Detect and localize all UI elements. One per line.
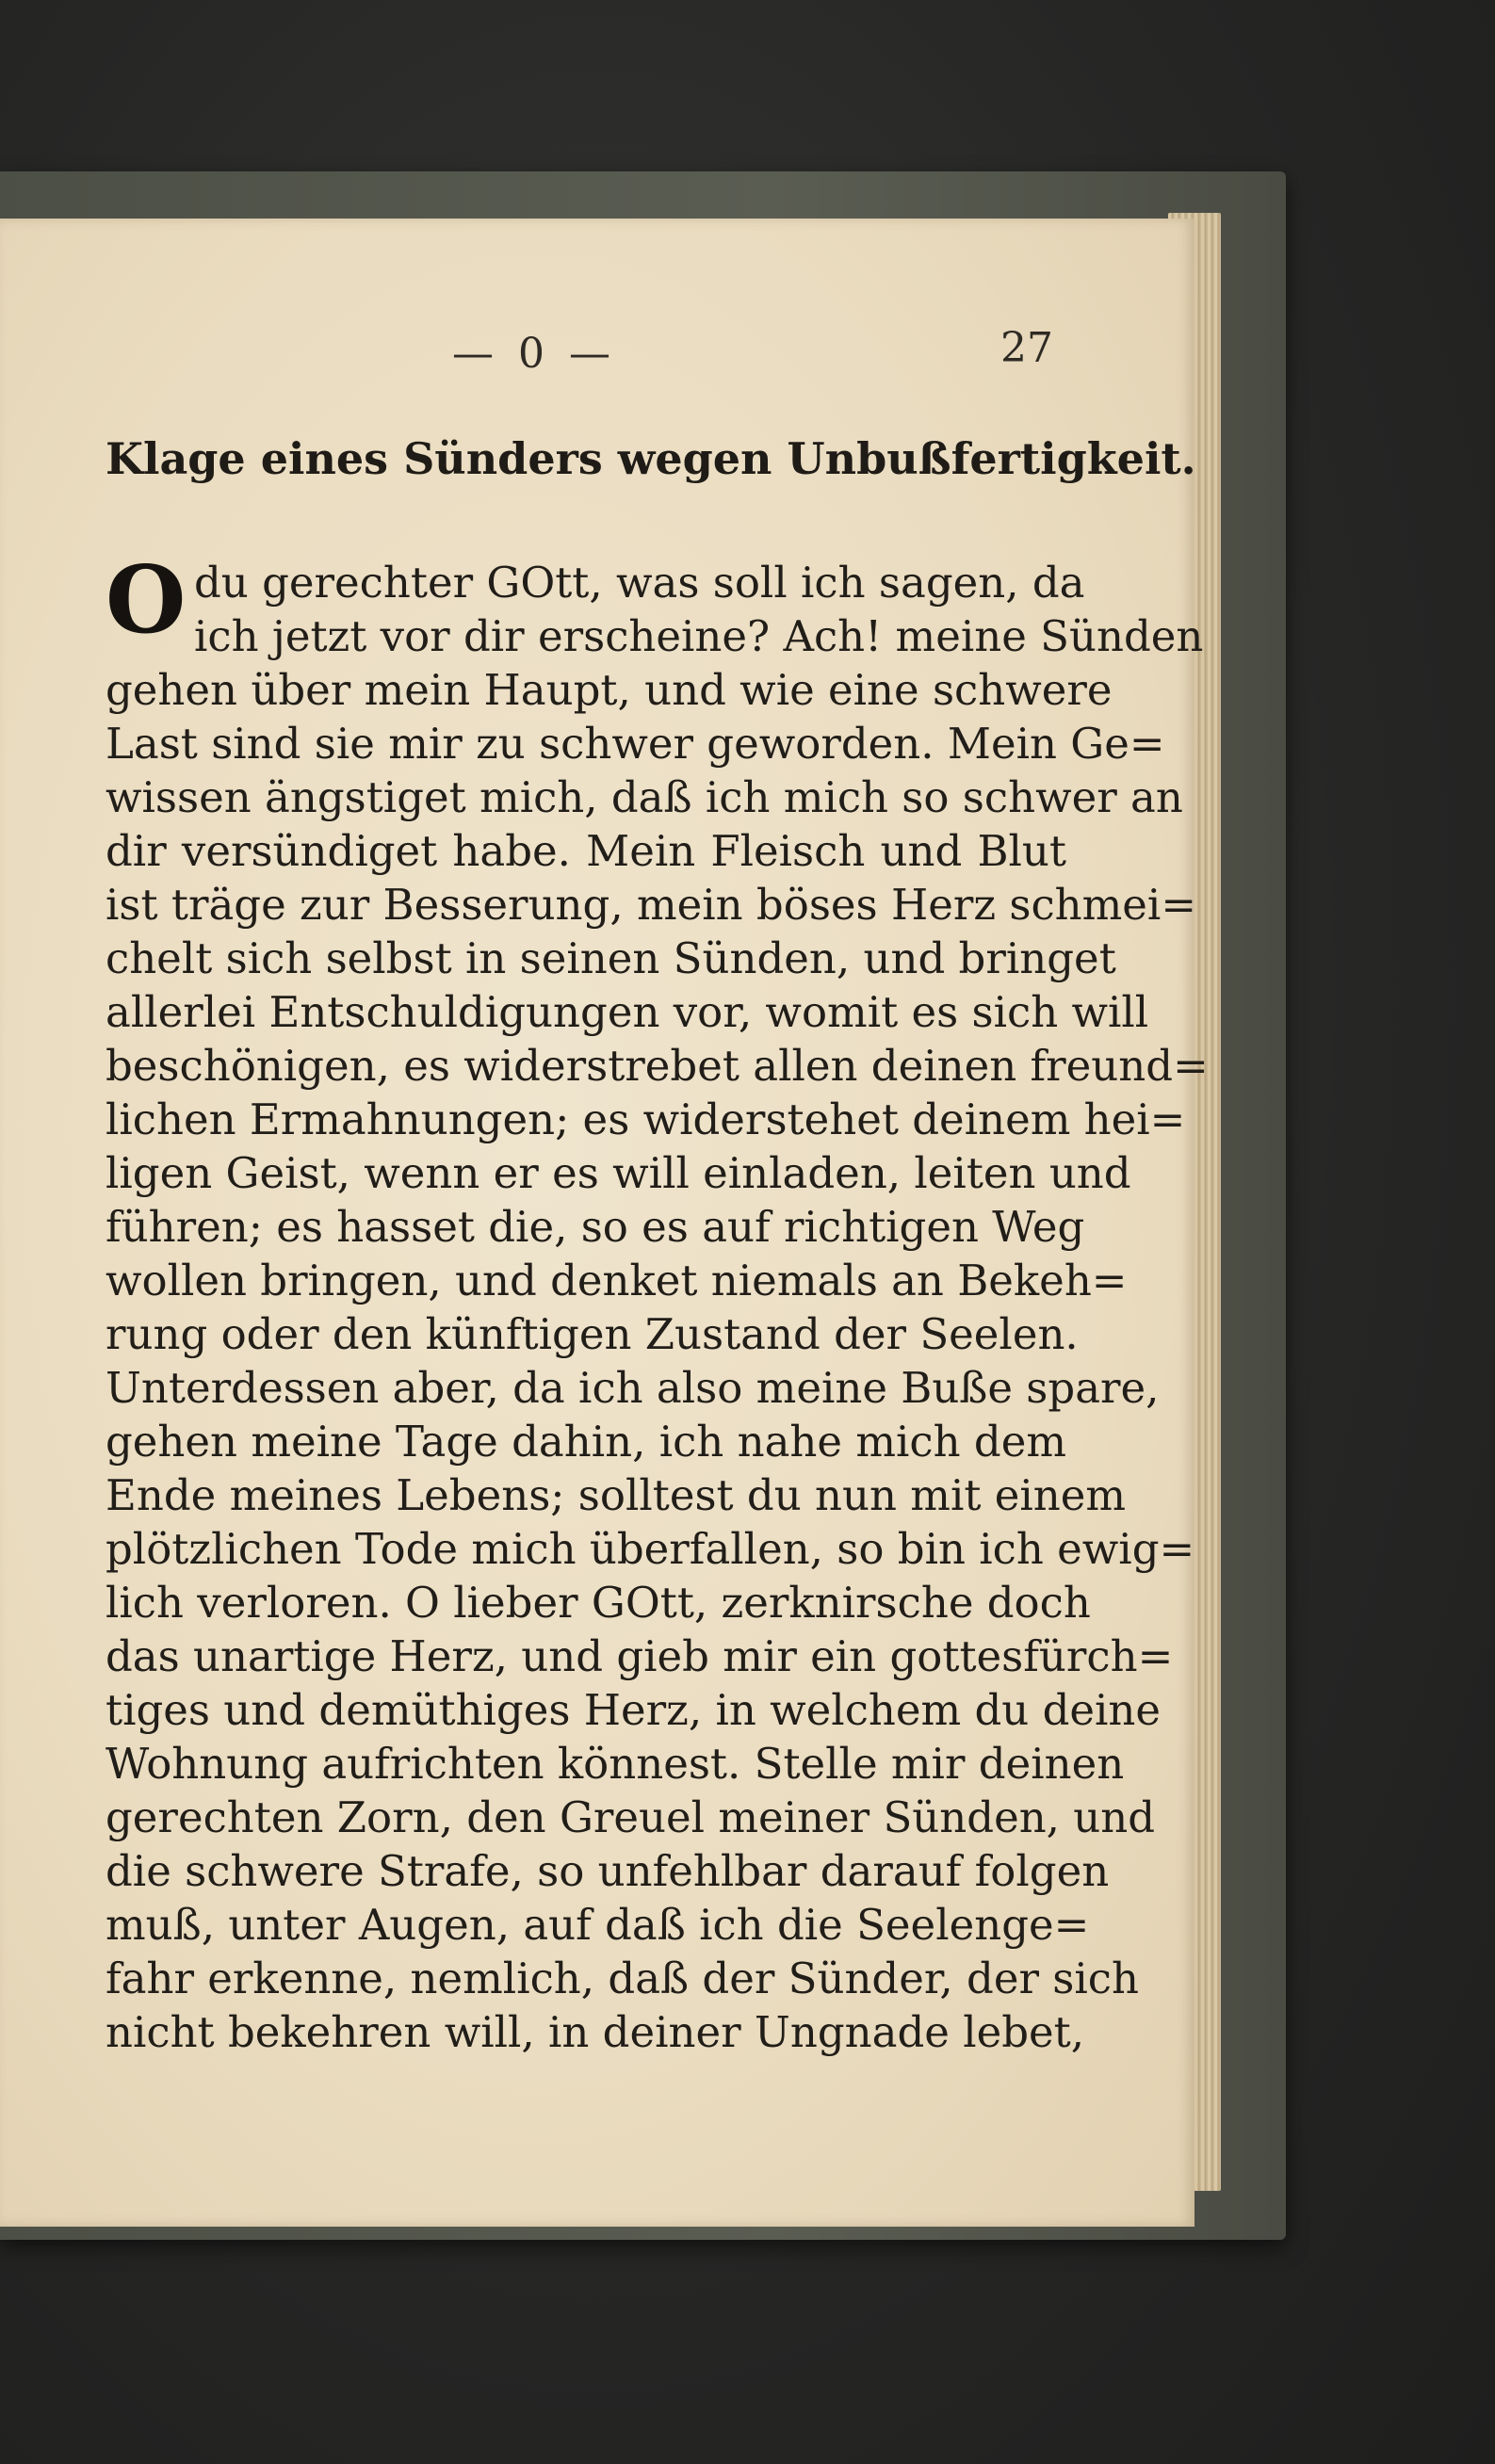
text-line: lichen Ermahnungen; es widerstehet deinem hei= xyxy=(106,1094,1186,1144)
text-line: Last sind sie mir zu schwer geworden. Mein Ge= xyxy=(106,719,1165,769)
text-line: das unartige Herz, und gieb mir ein gottesfürch= xyxy=(106,1631,1174,1681)
running-head: — 0 — xyxy=(452,330,616,378)
text-line: wissen ängstiget mich, daß ich mich so schwer an xyxy=(106,772,1183,822)
text-line: gehen über mein Haupt, und wie eine schwere xyxy=(106,665,1113,715)
text-line: rung oder den künftigen Zustand der Seelen. xyxy=(106,1309,1079,1359)
text-line: muß, unter Augen, auf daß ich die Seelenge= xyxy=(106,1900,1090,1950)
text-line: ligen Geist, wenn er es will einladen, leiten und xyxy=(106,1148,1131,1198)
text-line: die schwere Strafe, so unfehlbar darauf folgen xyxy=(106,1846,1110,1896)
page-number: 27 xyxy=(1000,324,1053,372)
text-line: allerlei Entschuldigungen vor, womit es sich will xyxy=(106,987,1149,1037)
text-line: Unterdessen aber, da ich also meine Buße spare, xyxy=(106,1363,1160,1413)
book-page xyxy=(0,219,1209,2227)
text-line: gerechten Zorn, den Greuel meiner Sünden, und xyxy=(106,1792,1156,1842)
text-line: Ende meines Lebens; solltest du nun mit einem xyxy=(106,1470,1127,1520)
text-line: wollen bringen, und denket niemals an Bekeh= xyxy=(106,1256,1128,1305)
text-line: Wohnung aufrichten könnest. Stelle mir deinen xyxy=(106,1739,1125,1789)
body-text xyxy=(106,546,1209,2059)
text-line: lich verloren. O lieber GOtt, zerknirsche doch xyxy=(106,1578,1091,1628)
text-line: plötzlichen Tode mich überfallen, so bin ich ewig= xyxy=(106,1524,1195,1574)
text-line: führen; es hasset die, so es auf richtigen Weg xyxy=(106,1202,1085,1252)
text-line: chelt sich selbst in seinen Sünden, und bringet xyxy=(106,933,1116,983)
section-title: Klage eines Sünders wegen Unbußfertigkeit. xyxy=(106,433,1196,484)
text-line: fahr erkenne, nemlich, daß der Sünder, der sich xyxy=(106,1953,1139,2003)
text-line: nicht bekehren will, in deiner Ungnade lebet, xyxy=(106,2007,1085,2057)
text-line: dir versündiget habe. Mein Fleisch und Blut xyxy=(106,826,1066,876)
drop-cap: O xyxy=(106,546,187,655)
text-line: du gerechter GOtt, was soll ich sagen, da xyxy=(194,558,1085,608)
text-line: beschönigen, es widerstrebet allen deinen freund= xyxy=(106,1041,1209,1091)
text-line: ich jetzt vor dir erscheine? Ach! meine Sünden xyxy=(194,611,1204,661)
text-line: gehen meine Tage dahin, ich nahe mich dem xyxy=(106,1417,1066,1467)
text-line: tiges und demüthiges Herz, in welchem du deine xyxy=(106,1685,1162,1735)
text-line: ist träge zur Besserung, mein böses Herz schmei= xyxy=(106,880,1197,930)
